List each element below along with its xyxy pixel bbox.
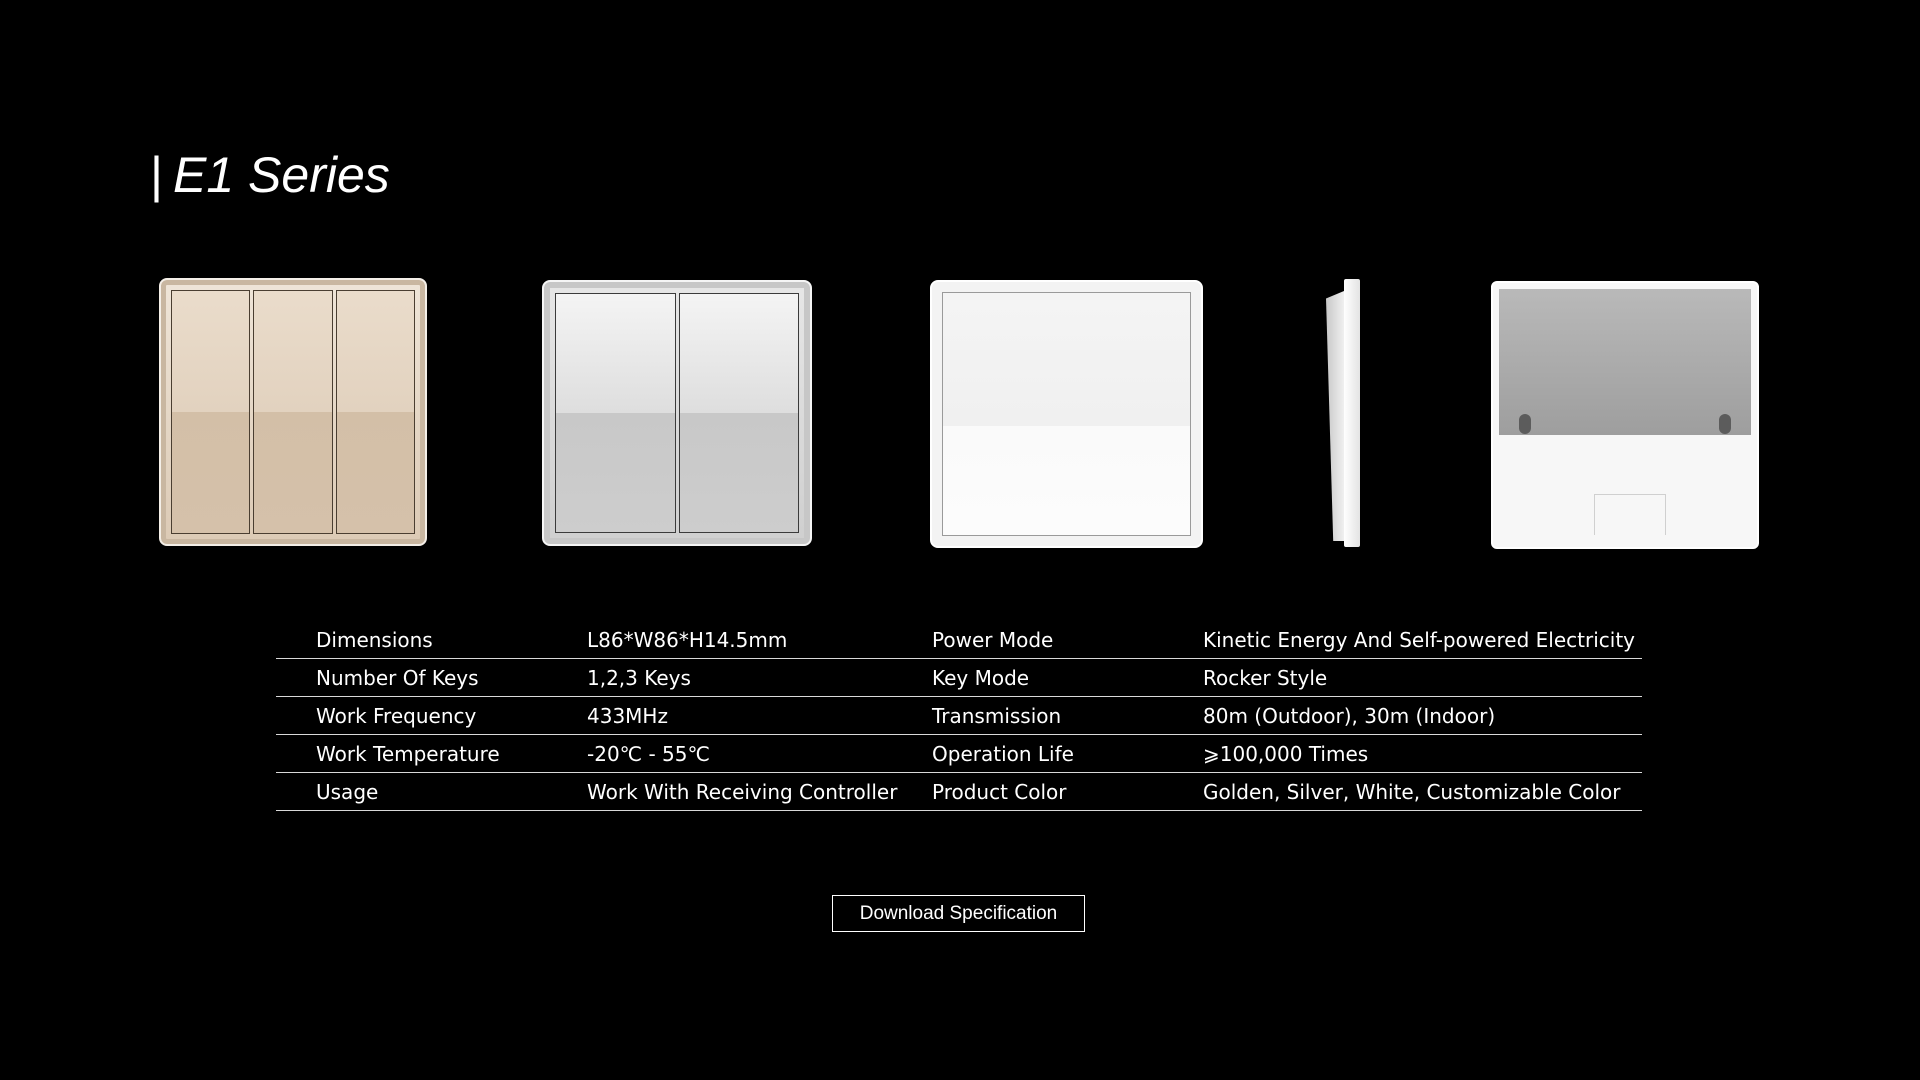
metal-backplate: [1499, 289, 1751, 435]
spec-value: -20℃ - 55℃: [587, 735, 932, 773]
spec-value: Work With Receiving Controller: [587, 773, 932, 811]
product-image-side-view: [1322, 279, 1369, 547]
table-row: [276, 697, 1642, 735]
spec-value: ⩾100,000 Times: [1203, 735, 1642, 773]
product-image-golden-three-key: [159, 278, 427, 546]
product-image-white-one-key: [930, 280, 1203, 548]
product-image-back-view: [1491, 281, 1759, 549]
spec-value: 1,2,3 Keys: [587, 659, 932, 697]
mounting-hole: [1519, 414, 1531, 434]
series-name: E1 Series: [173, 147, 390, 203]
switch-plate-profile: [1344, 279, 1360, 547]
spec-label: Power Mode: [932, 621, 1203, 659]
switch-key: [336, 290, 415, 534]
spec-value: Kinetic Energy And Self-powered Electricity: [1203, 621, 1642, 659]
spec-label: Work Temperature: [276, 735, 587, 773]
spec-table: [276, 621, 1642, 811]
spec-value: Golden, Silver, White, Customizable Color: [1203, 773, 1642, 811]
switch-key: [171, 290, 250, 534]
spec-label: Key Mode: [932, 659, 1203, 697]
mounting-hole: [1719, 414, 1731, 434]
switch-rocker-profile: [1326, 291, 1344, 541]
spec-label: Number Of Keys: [276, 659, 587, 697]
spec-value: 80m (Outdoor), 30m (Indoor): [1203, 697, 1642, 735]
product-image-silver-two-key: [542, 280, 812, 546]
table-row: [276, 621, 1642, 659]
download-specification-button[interactable]: Download Specification: [832, 895, 1085, 932]
spec-value: Rocker Style: [1203, 659, 1642, 697]
switch-key: [942, 292, 1191, 536]
switch-key: [253, 290, 332, 534]
housing-slot: [1594, 494, 1666, 535]
spec-label: Usage: [276, 773, 587, 811]
spec-label: Transmission: [932, 697, 1203, 735]
spec-value: 433MHz: [587, 697, 932, 735]
spec-label: Product Color: [932, 773, 1203, 811]
back-housing: [1499, 435, 1751, 541]
spec-value: L86*W86*H14.5mm: [587, 621, 932, 659]
spec-label: Dimensions: [276, 621, 587, 659]
title-divider: |: [150, 147, 163, 203]
table-row: [276, 659, 1642, 697]
switch-key: [679, 293, 800, 533]
page-title: [150, 145, 390, 205]
spec-label: Work Frequency: [276, 697, 587, 735]
switch-key: [555, 293, 676, 533]
spec-label: Operation Life: [932, 735, 1203, 773]
table-row: [276, 735, 1642, 773]
table-row: [276, 773, 1642, 811]
